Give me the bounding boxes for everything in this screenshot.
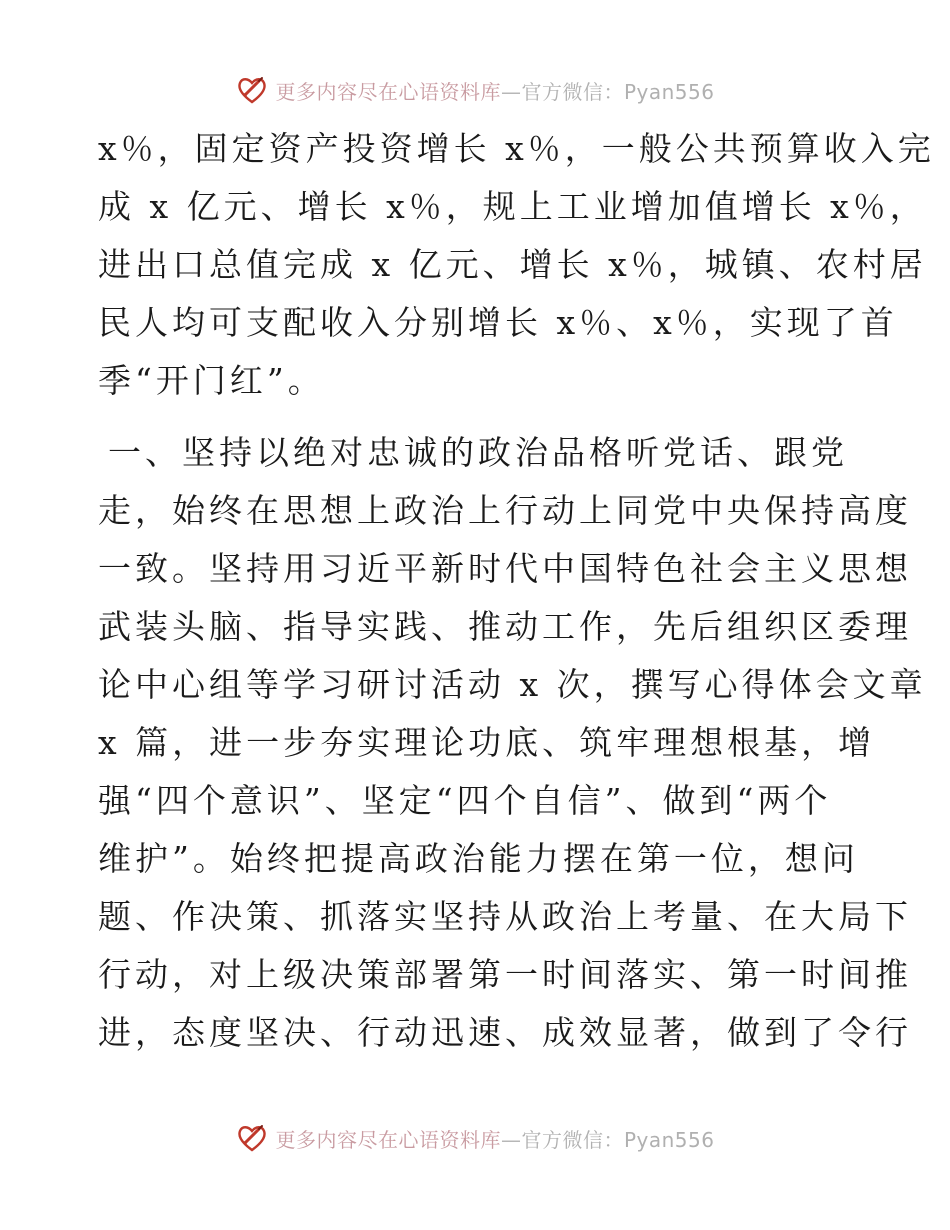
text-line: 武装头脑、指导实践、推动工作，先后组织区委理 <box>98 607 912 646</box>
watermark-separator: — <box>500 79 522 104</box>
text-line: 季“开门红”。 <box>98 361 325 400</box>
section-heading-line: 一、坚持以绝对忠诚的政治品格听党话、跟党 <box>108 433 848 472</box>
watermark-separator: — <box>500 1127 522 1152</box>
text-line: 强“四个意识”、坚定“四个自信”、做到“两个 <box>98 781 832 820</box>
text-line: 成 x 亿元、增长 x％，规上工业增加值增长 x％， <box>98 187 927 226</box>
text-line: 民人均可支配收入分别增长 x％、x％，实现了首 <box>98 303 898 342</box>
text-line: x 篇，进一步夯实理论功底、筑牢理想根基，增 <box>98 723 876 762</box>
header-watermark <box>0 70 950 110</box>
watermark-text <box>275 1124 714 1153</box>
text-line: 进，态度坚决、行动迅速、成效显著，做到了令行 <box>98 1013 912 1052</box>
heart-pen-logo-icon <box>235 73 269 107</box>
text-line: 论中心组等学习研讨活动 x 次，撰写心得体会文章 <box>98 665 927 704</box>
paragraph-1 <box>98 120 935 410</box>
text-line: 维护”。始终把提高政治能力摆在第一位，想问 <box>98 839 859 878</box>
paragraph-gap <box>98 410 858 424</box>
watermark-main-text: 更多内容尽在心语资料库 <box>275 1127 501 1152</box>
text-line: 题、作决策、抓落实坚持从政治上考量、在大局下 <box>98 897 912 936</box>
watermark-main-text: 更多内容尽在心语资料库 <box>275 79 501 104</box>
watermark-text <box>275 76 714 105</box>
text-line: 进出口总值完成 x 亿元、增长 x％，城镇、农村居 <box>98 245 927 284</box>
watermark-contact: 官方微信：Pyan556 <box>521 79 715 104</box>
footer-watermark <box>0 1118 950 1158</box>
text-line: 一致。坚持用习近平新时代中国特色社会主义思想 <box>98 549 912 588</box>
document-body <box>98 120 935 1062</box>
paragraph-2 <box>98 424 927 1062</box>
text-line: 走，始终在思想上政治上行动上同党中央保持高度 <box>98 491 912 530</box>
text-line: 行动，对上级决策部署第一时间落实、第一时间推 <box>98 955 912 994</box>
heart-pen-logo-icon <box>235 1121 269 1155</box>
watermark-contact: 官方微信：Pyan556 <box>521 1127 715 1152</box>
text-line: x％，固定资产投资增长 x％，一般公共预算收入完 <box>98 129 935 168</box>
